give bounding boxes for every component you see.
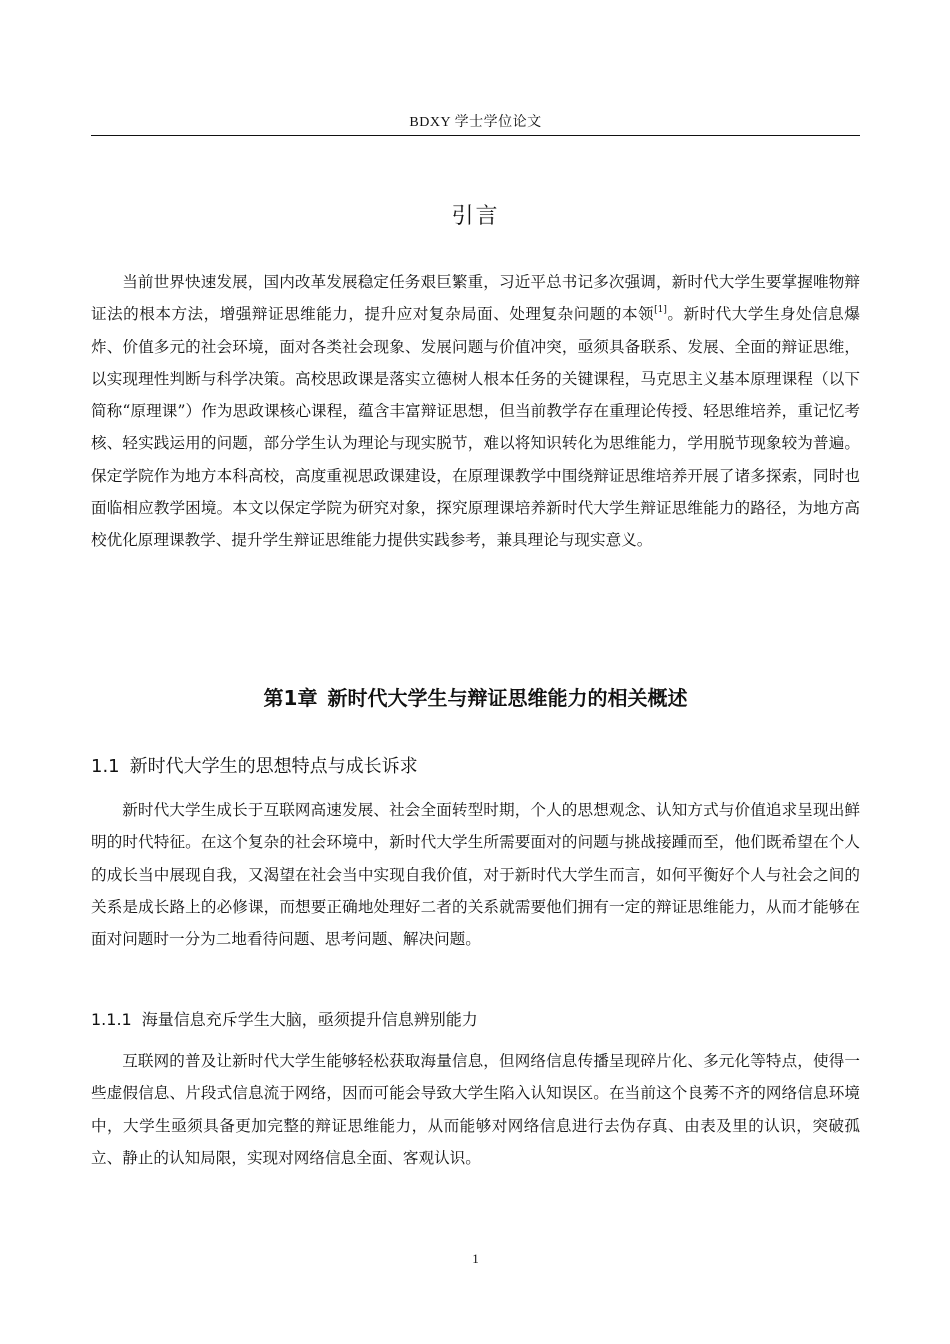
section-number: 1.1 (91, 756, 120, 777)
subsection-number: 1.1.1 (91, 1010, 132, 1029)
header-rule (91, 135, 860, 136)
chapter-heading (91, 683, 860, 713)
citation-marker: [1] (654, 305, 667, 316)
subsection-1-1-1-paragraph: 互联网的普及让新时代大学生能够轻松获取海量信息，但网络信息传播呈现碎片化、多元化等特点，使得一些虚假信息、片段式信息流于网络，因而可能会导致大学生陷入认知误区。在当前这个良莠不齐的网络信息环境中，大学生亟须具备更加完整的辩证思维能力，从而能够对网络信息进行去伪存真、由表及里的认识，突破孤立、静止的认知局限，实现对网络信息全面、客观认识。 (91, 1052, 860, 1167)
introduction-title: 引言 (451, 204, 500, 229)
introduction-text-part1: 当前世界快速发展，国内改革发展稳定任务艰巨繁重，习近平总书记多次强调，新时代大学生要掌握唯物辩证法的根本方法，增强辩证思维能力，提升应对复杂局面、处理复杂问题的本领 (91, 273, 860, 324)
section-1-1-paragraph: 新时代大学生成长于互联网高速发展、社会全面转型时期，个人的思想观念、认知方式与价值追求呈现出鲜明的时代特征。在这个复杂的社会环境中，新时代大学生所需要面对的问题与挑战接踵而至，他们既希望在个人的成长当中展现自我，又渴望在社会当中实现自我价值，对于新时代大学生而言，如何平衡好个人与社会之间的关系是成长路上的必修课，而想要正确地处理好二者的关系就需要他们拥有一定的辩证思维能力，从而才能够在面对问题时一分为二地看待问题、思考问题、解决问题。 (91, 801, 860, 949)
section-heading-1-1 (91, 754, 860, 780)
chapter-number: 第1章 (263, 686, 318, 710)
introduction-text-part2: 。新时代大学生身处信息爆炸、价值多元的社会环境，面对各类社会现象、发展问题与价值冲突，亟须具备联系、发展、全面的辩证思维，以实现理性判断与科学决策。高校思政课是落实立德树人根本任务的关键课程，马克思主义基本原理课程（以下简称“原理课”）作为思政课核心课程，蕴含丰富辩证思想，但当前教学存在重理论传授、轻思维培养，重记忆考核、轻实践运用的问题，部分学生认为理论与现实脱节，难以将知识转化为思维能力，学用脱节现象较为普遍。保定学院作为地方本科高校，高度重视思政课建设，在原理课教学中围绕辩证思维培养开展了诸多探索，同时也面临相应教学困境。本文以保定学院为研究对象，探究原理课培养新时代大学生辩证思维能力的路径，为地方高校优化原理课教学、提升学生辩证思维能力提供实践参考，兼具理论与现实意义。 (91, 305, 860, 550)
subsection-heading-1-1-1 (91, 1008, 860, 1032)
chapter-title: 新时代大学生与辩证思维能力的相关概述 (327, 686, 688, 710)
running-header: BDXY 学士学位论文 (409, 115, 542, 130)
page-number: 1 (472, 1251, 479, 1266)
introduction-paragraph (91, 266, 860, 557)
section-title: 新时代大学生的思想特点与成长诉求 (129, 756, 418, 777)
subsection-title: 海量信息充斥学生大脑，亟须提升信息辨别能力 (141, 1010, 478, 1029)
